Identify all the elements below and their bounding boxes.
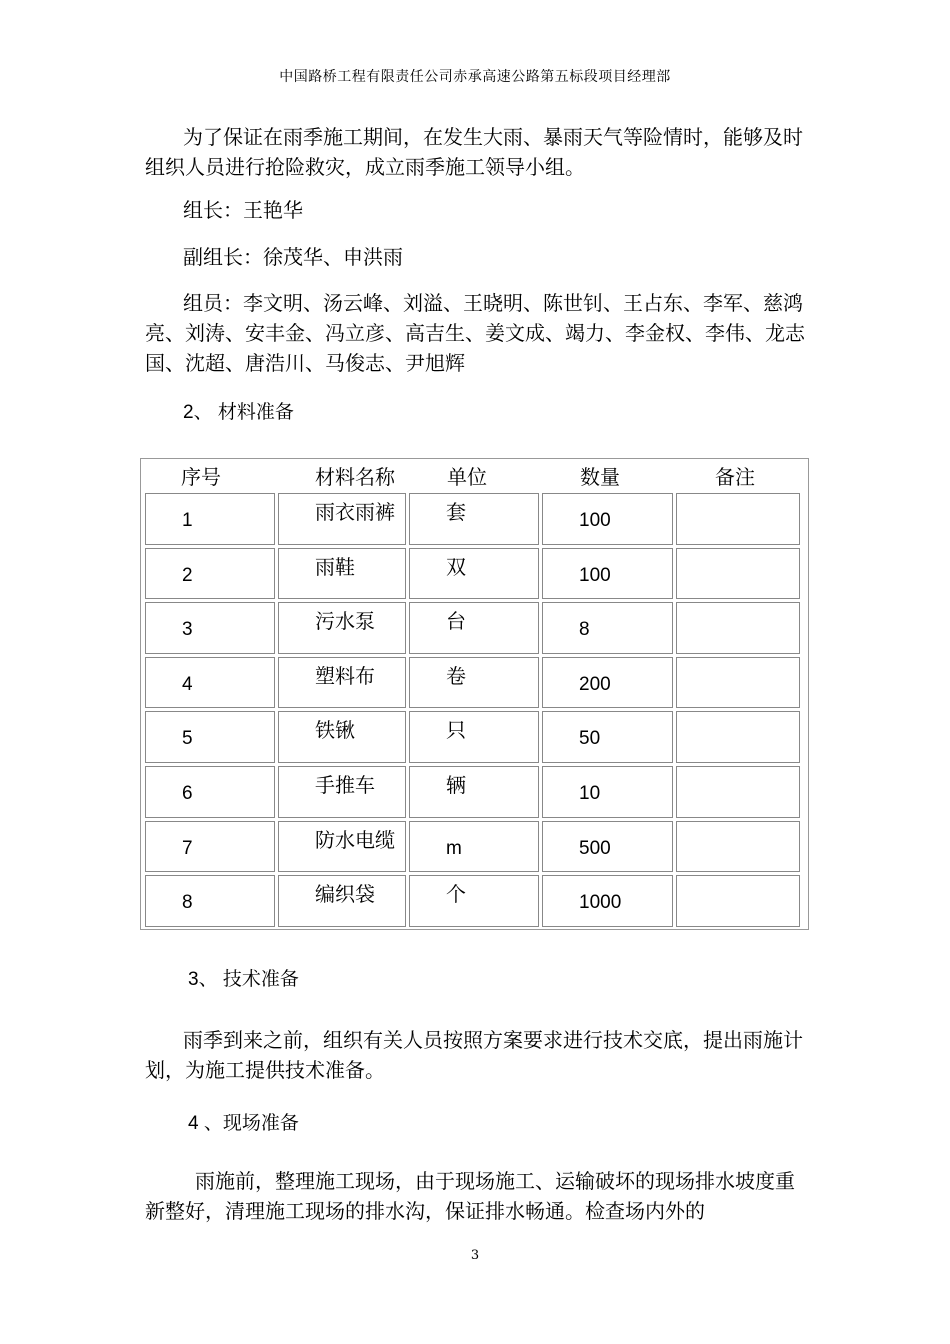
- row-3-unit-text: 台: [446, 609, 466, 634]
- row-8-qty-text: 1000: [579, 892, 622, 914]
- row-7-note: [676, 821, 800, 873]
- row-6-unit: [409, 766, 539, 818]
- row-6-name-text: 手推车: [315, 773, 375, 797]
- row-2-name-text: 雨鞋: [315, 554, 355, 579]
- row-1-name-text: 雨衣雨裤: [315, 500, 395, 524]
- materials-table: [140, 458, 809, 930]
- page-number: 3: [470, 1248, 480, 1263]
- section-2-heading: 2、 材料准备: [183, 402, 294, 423]
- row-5-qty-text: 50: [579, 728, 601, 750]
- row-5-unit-text: 只: [446, 718, 466, 743]
- leader-line: 组长：王艳华: [183, 198, 303, 222]
- row-1-no: [145, 493, 275, 545]
- members-paragraph: 组员：李文明、汤云峰、刘溢、王晓明、陈世钊、王占东、李军、慈鸿亮、刘涛、安丰金、冯立彦、高吉生、姜文成、竭力、李金权、李伟、龙志国、沈超、唐浩川、马俊志、尹旭辉: [145, 291, 805, 375]
- row-8-qty: [542, 875, 673, 927]
- row-5-no-text: 5: [182, 728, 193, 750]
- row-3-qty: [542, 602, 673, 654]
- row-1-qty-text: 100: [579, 510, 611, 531]
- row-3-no-text: 3: [182, 619, 193, 641]
- row-5-unit: [409, 711, 539, 763]
- row-6-qty: [542, 766, 673, 818]
- header-cell-qty: 数量: [580, 465, 620, 489]
- row-6-unit-text: 辆: [446, 773, 466, 797]
- row-4-name-text: 塑料布: [315, 663, 375, 688]
- row-8-unit-text: 个: [446, 882, 466, 907]
- row-8-note: [676, 875, 800, 927]
- row-4-no-text: 4: [182, 673, 193, 695]
- page-header: 中国路桥工程有限责任公司赤承高速公路第五标段项目经理部: [279, 69, 671, 85]
- row-3-unit: [409, 602, 539, 654]
- header-cell-name: 材料名称: [315, 465, 395, 489]
- row-5-name: [278, 711, 406, 763]
- row-2-qty-text: 100: [579, 564, 611, 586]
- row-3-name: [278, 602, 406, 654]
- row-5-name-text: 铁锹: [315, 718, 355, 743]
- row-4-note: [676, 657, 800, 709]
- row-7-no-text: 7: [182, 837, 193, 859]
- row-4-unit: [409, 657, 539, 709]
- row-7-unit: [409, 821, 539, 873]
- row-2-unit-text: 双: [446, 554, 466, 579]
- row-7-qty: [542, 821, 673, 873]
- site-paragraph: 雨施前，整理施工现场，由于现场施工、运输破坏的现场排水坡度重新整好，清理施工现场的排水沟，保证排水畅通。检查场内外的: [145, 1169, 795, 1223]
- intro-paragraph: 为了保证在雨季施工期间，在发生大雨、暴雨天气等险情时，能够及时组织人员进行抢险救灾，成立雨季施工领导小组。: [145, 125, 803, 179]
- section-4-heading: 4 、现场准备: [188, 1113, 299, 1134]
- row-6-no-text: 6: [182, 783, 193, 804]
- row-8-no: [145, 875, 275, 927]
- row-5-note: [676, 711, 800, 763]
- row-4-qty-text: 200: [579, 673, 611, 695]
- row-3-name-text: 污水泵: [315, 609, 375, 634]
- row-5-no: [145, 711, 275, 763]
- row-2-unit: [409, 548, 539, 600]
- row-4-unit-text: 卷: [446, 663, 466, 688]
- row-6-note: [676, 766, 800, 818]
- row-8-unit: [409, 875, 539, 927]
- row-8-name-text: 编织袋: [315, 882, 375, 907]
- header-cell-unit: 单位: [447, 465, 487, 489]
- row-5-qty: [542, 711, 673, 763]
- row-2-no: [145, 548, 275, 600]
- row-2-qty: [542, 548, 673, 600]
- row-8-no-text: 8: [182, 892, 193, 914]
- row-2-note: [676, 548, 800, 600]
- row-4-no: [145, 657, 275, 709]
- row-1-note: [676, 493, 800, 545]
- row-7-unit-text: m: [446, 837, 462, 859]
- section-3-heading: 3、 技术准备: [188, 969, 299, 990]
- row-2-no-text: 2: [182, 564, 193, 586]
- row-3-no: [145, 602, 275, 654]
- row-8-name: [278, 875, 406, 927]
- row-7-no: [145, 821, 275, 873]
- tech-paragraph: 雨季到来之前，组织有关人员按照方案要求进行技术交底，提出雨施计划，为施工提供技术准备。: [145, 1028, 803, 1082]
- row-1-unit-text: 套: [446, 500, 466, 524]
- row-7-name-text: 防水电缆: [315, 827, 395, 852]
- header-cell-note: 备注: [715, 465, 755, 489]
- row-1-qty: [542, 493, 673, 545]
- row-2-name: [278, 548, 406, 600]
- deputy-line: 副组长：徐茂华、申洪雨: [183, 245, 403, 269]
- row-6-qty-text: 10: [579, 783, 601, 804]
- row-7-qty-text: 500: [579, 837, 611, 859]
- header-cell-no: 序号: [181, 465, 221, 489]
- row-6-name: [278, 766, 406, 818]
- row-7-name: [278, 821, 406, 873]
- row-3-note: [676, 602, 800, 654]
- row-1-name: [278, 493, 406, 545]
- row-4-name: [278, 657, 406, 709]
- row-4-qty: [542, 657, 673, 709]
- row-1-no-text: 1: [182, 510, 193, 531]
- row-6-no: [145, 766, 275, 818]
- row-1-unit: [409, 493, 539, 545]
- row-3-qty-text: 8: [579, 619, 590, 641]
